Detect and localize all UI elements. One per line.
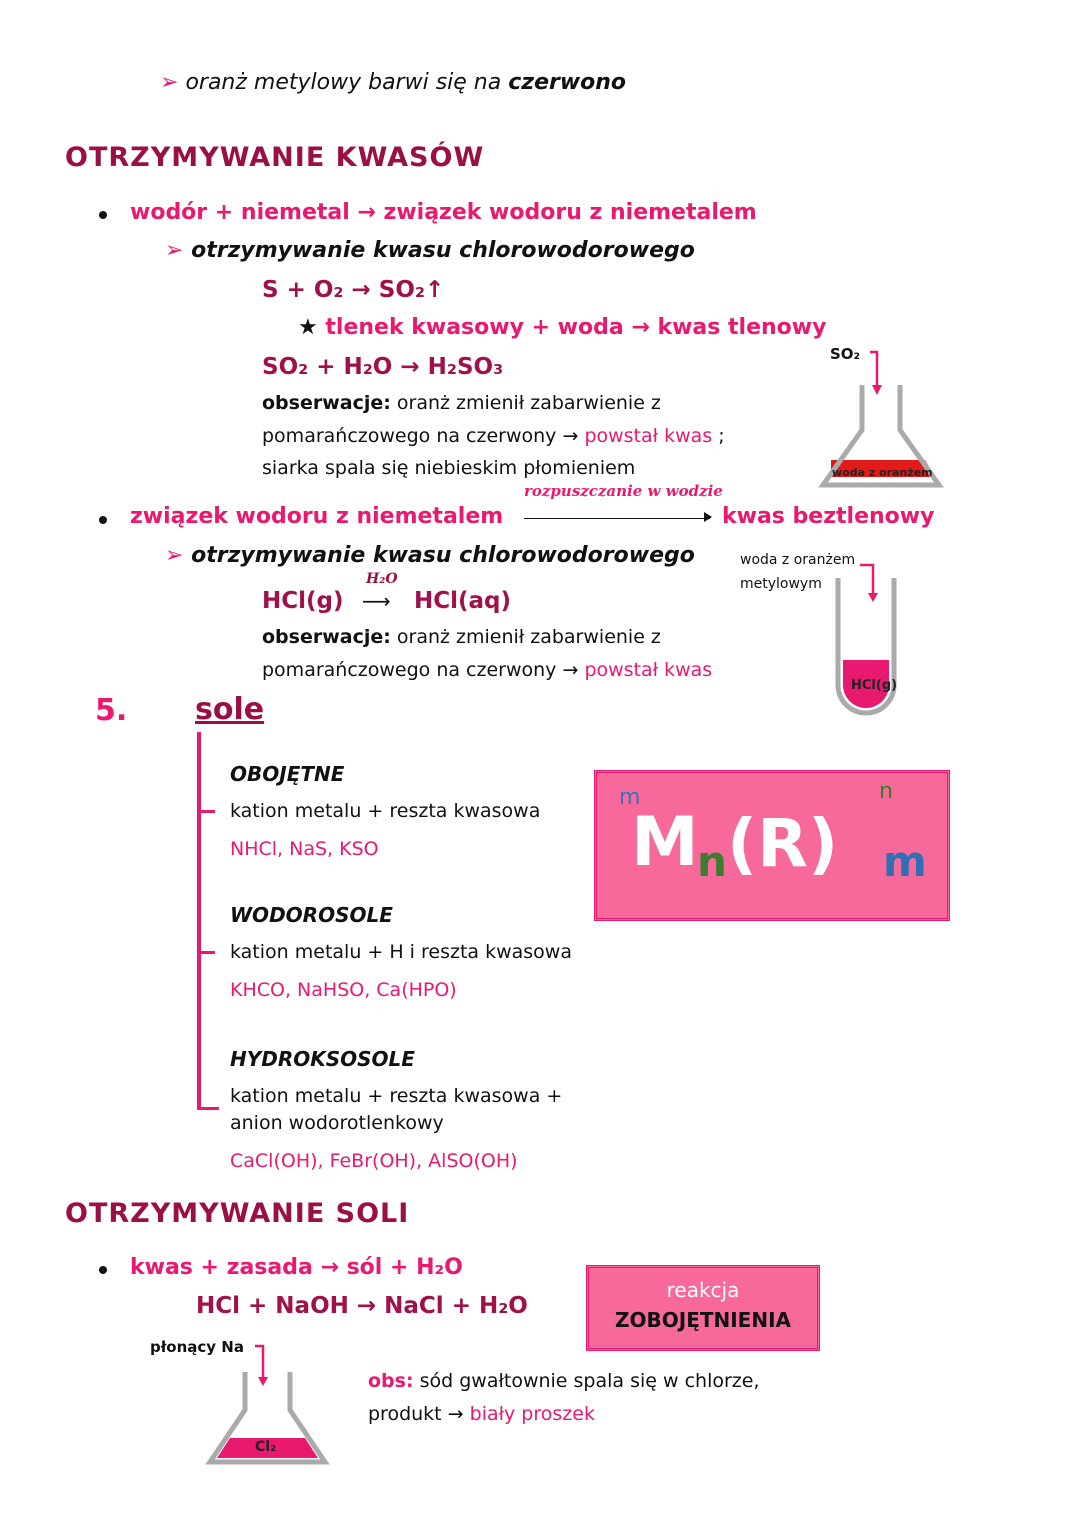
group-name: HYDROKSOSOLE — [230, 1047, 415, 1071]
label: obserwacje: — [262, 392, 391, 414]
section-number: 5. — [95, 693, 128, 728]
observation-5 — [262, 659, 712, 681]
observation-salt-1 — [368, 1370, 760, 1392]
text: pomarańczowego na czerwony → — [262, 659, 585, 681]
flask-label: płonący Na — [150, 1338, 244, 1356]
label: obserwacje: — [262, 626, 391, 648]
line-orange-red: ➢ oranż metylowy barwi się na czerwono — [160, 70, 627, 95]
bullet — [99, 211, 107, 219]
text: oranż zmienił zabarwienie z — [390, 392, 661, 414]
heading-salts: OTRZYMYWANIE SOLI — [65, 1198, 410, 1229]
group-desc: kation metalu + H i reszta kwasowa — [230, 941, 572, 963]
bracket-line — [197, 732, 201, 1110]
text: powstał kwas — [584, 659, 713, 681]
text: tlenek kwasowy + woda → kwas tlenowy — [325, 315, 827, 340]
bracket-tick — [197, 810, 215, 813]
text: otrzymywanie kwasu chlorowodorowego — [191, 238, 695, 263]
reaction-type-box — [586, 1265, 820, 1351]
group-desc: kation metalu + reszta kwasowa + — [230, 1085, 563, 1107]
formula-sup: n — [879, 779, 893, 804]
arrow-label: H₂O — [366, 571, 398, 587]
text: oranż metylowy barwi się na — [185, 70, 509, 95]
text: biały proszek — [469, 1403, 595, 1425]
star-rule: ★ tlenek kwasowy + woda → kwas tlenowy — [298, 315, 827, 340]
section-title: sole — [195, 692, 265, 727]
observation-1 — [262, 392, 661, 414]
equation-3-left: HCl(g) — [262, 588, 344, 614]
acids-sub-2: ➢ otrzymywanie kwasu chlorowodorowego — [165, 543, 695, 568]
bold-text: czerwono — [508, 70, 627, 95]
acids-sub-1: ➢ otrzymywanie kwasu chlorowodorowego — [165, 238, 695, 263]
group-desc: anion wodorotlenkowy — [230, 1112, 444, 1134]
equation-2: SO₂ + H₂O → H₂SO₃ — [262, 354, 504, 380]
bullet — [99, 516, 107, 524]
observation-salt-2 — [368, 1403, 595, 1425]
bullet — [99, 1266, 107, 1274]
equation-neutralization: HCl + NaOH → NaCl + H₂O — [196, 1293, 528, 1319]
tube-label-1: woda z oranżem — [740, 552, 856, 568]
heading-acids: OTRZYMYWANIE KWASÓW — [65, 142, 485, 173]
observation-3: siarka spala się niebieskim płomieniem — [262, 457, 636, 479]
group-examples: NHCl, NaS, KSO — [230, 838, 379, 860]
label: obs: — [368, 1370, 414, 1392]
text: oranż zmienił zabarwienie z — [390, 626, 661, 648]
acids-bullet-2-right: kwas beztlenowy — [722, 504, 935, 529]
group-examples: KHCO, NaHSO, Ca(HPO) — [230, 979, 457, 1001]
text: ; — [712, 425, 725, 447]
reaction-arrow — [524, 518, 710, 519]
formula-sub: m — [883, 837, 927, 886]
bracket-tick — [197, 951, 215, 954]
arrow-label: rozpuszczanie w wodzie — [524, 482, 723, 500]
bracket-tick — [197, 1107, 219, 1110]
flask-liquid-label: Cl₂ — [255, 1439, 277, 1455]
salt-formula-box — [594, 770, 950, 921]
box-text: reakcja — [666, 1278, 740, 1302]
formula-sup: m — [619, 785, 641, 810]
observation-2 — [262, 425, 725, 447]
box-text: ZOBOJĘTNIENIA — [615, 1308, 791, 1332]
test-tube-icon — [830, 560, 910, 720]
arrow: ⟶ — [362, 589, 391, 613]
arrow-head-icon — [704, 512, 712, 522]
text: pomarańczowego na czerwony → — [262, 425, 585, 447]
salts-bullet-1: kwas + zasada → sól + H₂O — [130, 1255, 463, 1280]
text: sód gwałtownie spala się w chlorze, — [413, 1370, 760, 1392]
equation-3-right: HCl(aq) — [414, 588, 512, 614]
formula-metal: M — [631, 803, 699, 882]
observation-4 — [262, 626, 661, 648]
tube-liquid-label: HCl(g) — [851, 678, 898, 693]
group-examples: CaCl(OH), FeBr(OH), AlSO(OH) — [230, 1150, 518, 1172]
flask-gas-label: SO₂ — [830, 345, 861, 363]
flask-liquid-label: woda z oranżem — [832, 466, 933, 479]
acids-bullet-1: wodór + niemetal → związek wodoru z niemetalem — [130, 200, 757, 225]
text: produkt → — [368, 1403, 470, 1425]
group-name: WODOROSOLE — [230, 903, 393, 927]
group-name: OBOJĘTNE — [230, 762, 345, 786]
text: powstał kwas — [584, 425, 713, 447]
formula-sub: n — [697, 837, 727, 886]
formula-radical: (R) — [727, 805, 839, 882]
acids-bullet-2-left: związek wodoru z niemetalem — [130, 504, 504, 529]
group-desc: kation metalu + reszta kwasowa — [230, 800, 541, 822]
text: otrzymywanie kwasu chlorowodorowego — [191, 543, 695, 568]
equation-1: S + O₂ → SO₂↑ — [262, 277, 445, 303]
tube-label-2: metylowym — [740, 576, 822, 592]
